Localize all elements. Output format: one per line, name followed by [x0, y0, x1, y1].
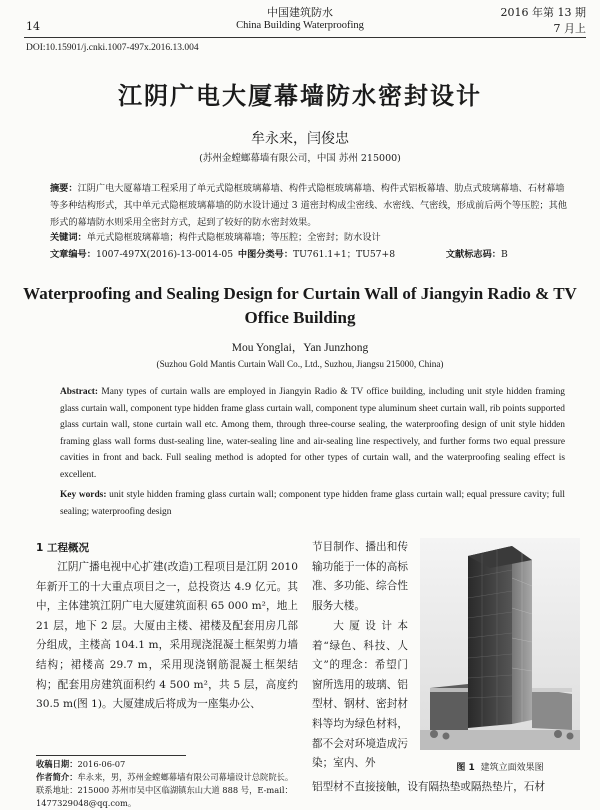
keywords-en — [60, 487, 565, 520]
footnote — [36, 758, 298, 810]
body-paragraph-right-top: 节目制作、播出和传输功能于一体的高标准、多功能、综合性服务大楼。 — [312, 541, 408, 612]
clc-code: TU761.1+1；TU57+8 — [293, 249, 396, 260]
title-en: Waterproofing and Sealing Design for Curtain Wall of Jiangyin Radio & TV Office Building — [23, 284, 577, 327]
authors-en: Mou Yonglai，Yan Junzhong — [231, 342, 369, 354]
page-number: 14 — [26, 20, 40, 33]
clc-label: 中图分类号： — [237, 249, 294, 260]
received-label: 收稿日期： — [36, 759, 78, 769]
building-illustration — [420, 538, 580, 750]
body-paragraph-left: 江阴广播电视中心扩建(改造)工程项目是江阴 2010 年新开工的十大重点项目之一，总投资达 4.9 亿元。其中，主体建筑江阴广电大厦建筑面积 65 000 m²，地上 21 层，地下 2 层。大厦由主楼、裙楼及配套用房几部分组成，主楼高 104.1 m，采用现浇混凝土框架剪力墙结构；裙楼高 29.7 m，采用现浇钢筋混凝土框架结构；配套用房建筑面积约 4 500 m²，共 5 层，高度约 30.5 m(图 1)。大厦建成后将成为一座集办公、 — [36, 561, 298, 711]
article-no-label: 文章编号： — [50, 249, 96, 260]
affiliation-cn: (苏州金螳螂幕墙有限公司，中国 苏州 215000) — [199, 153, 401, 164]
body-paragraph-bottom: 铝型材不直接接触，设有隔热垫或隔热垫片，石材 — [312, 781, 546, 793]
abstract-en-text: Many types of curtain walls are employed in Jiangyin Radio & TV office building, including unit style hidden framing glass curtain wall, component type hidden frame glass curtain wall, component type aluminum sheet curtain wall, rib points supported glass curtain wall, stone curtain wall etc. Among them, through three-course sealing, the waterproofing design of unit style hidden framing glass wall forms dust-sealing line, water-sealing line and air-sealing line respectively, and further forms two equal pressure cavities in front and back. Full sealing method is adopted for other types of curtain wall, and the waterproofing sealing effect is excellent. — [60, 387, 565, 480]
doc-code: B — [500, 249, 508, 260]
abstract-cn-label: 摘要： — [50, 183, 78, 194]
abstract-cn — [50, 180, 570, 231]
article-no: 1007-497X(2016)-13-0014-05 — [95, 249, 234, 260]
affiliation-en: (Suzhou Gold Mantis Curtain Wall Co., Ltd., Suzhou, Jiangsu 215000, China) — [156, 359, 444, 369]
article-meta — [50, 246, 570, 260]
title-cn: 江阴广电大厦幕墙防水密封设计 — [118, 82, 482, 110]
journal-name-en: China Building Waterproofing — [236, 20, 364, 31]
figure-caption-text: 建筑立面效果图 — [480, 763, 544, 773]
keywords-en-text: unit style hidden framing glass curtain wall; component type hidden frame glass curtain wall; equal pressure cavity; full sealing; waterproofing design — [60, 490, 565, 517]
abstract-en — [60, 384, 565, 484]
keywords-en-label: Key words: — [60, 490, 107, 500]
header-rule — [24, 37, 586, 38]
journal-name-cn: 中国建筑防水 — [267, 6, 333, 19]
building-figure — [420, 538, 580, 750]
doc-code-label: 文献标志码： — [445, 249, 501, 260]
keywords-cn — [50, 229, 570, 246]
abstract-cn-text: 江阴广电大厦幕墙工程采用了单元式隐框玻璃幕墙、构件式隐框玻璃幕墙、构件式铝板幕墙、肋点式玻璃幕墙、石材幕墙等多种结构形式，其中单元式隐框玻璃幕墙的防水设计通过 3 道密封构成尘密线、水密线、气密线，形成前后两个等压腔；其他形式的幕墙防水则采用全密封方式，起到了较好的防水密封效果。 — [50, 183, 567, 228]
keywords-cn-text: 单元式隐框玻璃幕墙；构件式隐框玻璃幕墙；等压腔；全密封；防水设计 — [86, 232, 381, 243]
abstract-en-label: Abstract: — [60, 387, 99, 397]
doi: DOI:10.15901/j.cnki.1007-497x.2016.13.004 — [26, 43, 199, 53]
author-bio: 牟永来，男，苏州金螳螂幕墙有限公司幕墙设计总院院长。联系地址：215000 苏州市吴中区临湖镇东山大道 888 号，E-mail：1477329048@qq.com。 — [36, 772, 294, 808]
keywords-cn-label: 关键词： — [50, 232, 87, 243]
issue-label: 2016 年第 13 期 — [500, 6, 586, 19]
section-heading: 1 工程概况 — [36, 542, 89, 554]
figure-caption — [420, 760, 580, 773]
received-date: 2016-06-07 — [77, 759, 126, 769]
authors-cn: 牟永来，闫俊忠 — [251, 131, 349, 147]
figure-label: 图 1 — [456, 763, 475, 773]
body-paragraph-right: 大厦设计本着“绿色、科技、人文”的理念：希望门窗所选用的玻璃、铝型材、钢材、密封材料等均为绿色材料，都不会对环境造成污染；室内、外 — [312, 620, 408, 770]
month-label: 7 月上 — [553, 22, 586, 35]
bio-label: 作者简介： — [36, 772, 78, 782]
footnote-rule — [36, 755, 186, 756]
